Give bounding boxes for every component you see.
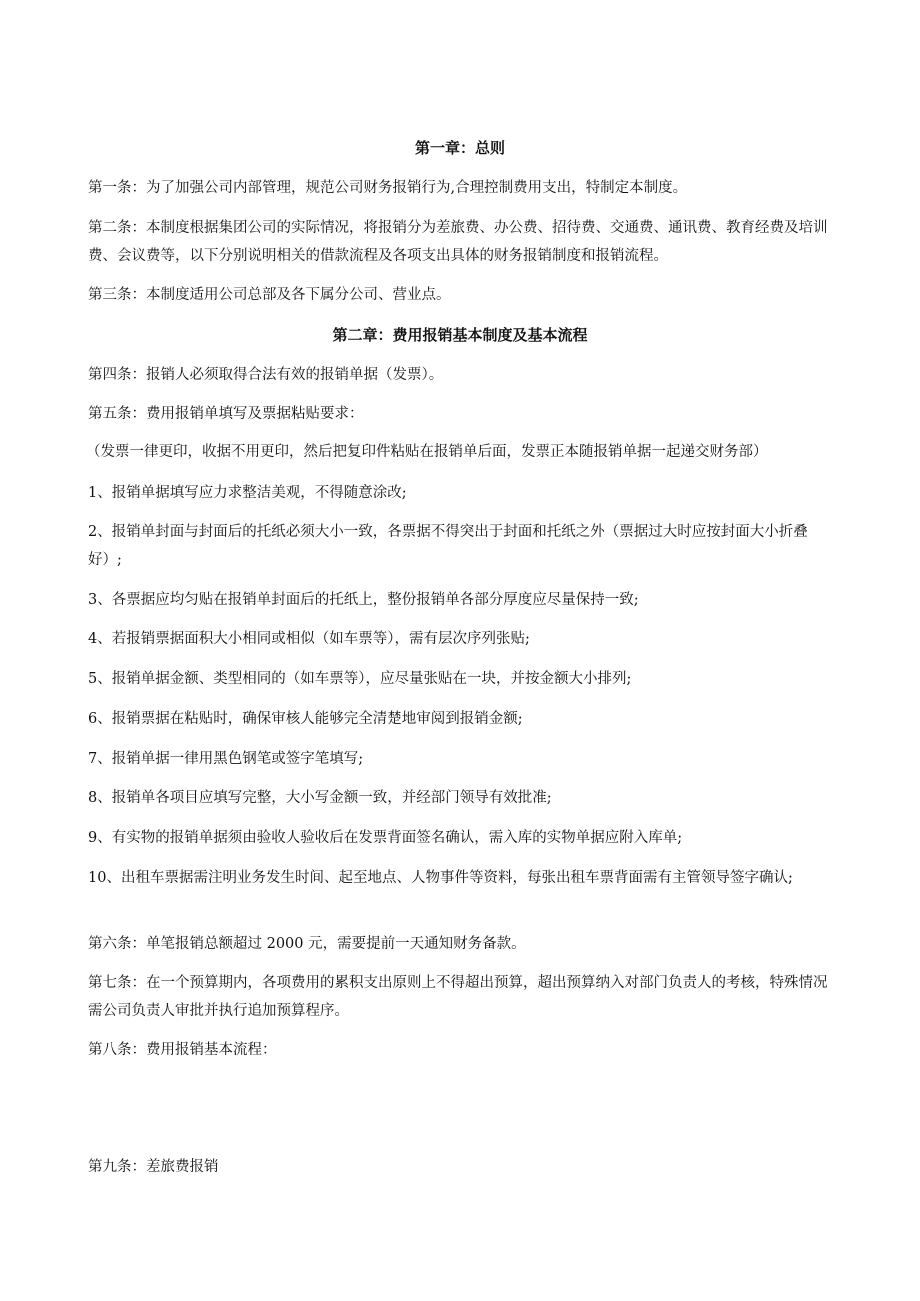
article-3: 第三条：本制度适用公司总部及各下属分公司、营业点。 xyxy=(88,287,451,303)
article-4: 第四条：报销人必须取得合法有效的报销单据（发票）。 xyxy=(88,367,444,383)
list-item-9: 9、有实物的报销单据须由验收人验收后在发票背面签名确认，需入库的实物单据应附入库单; xyxy=(88,830,683,846)
list-item-10: 10、出租车票据需注明业务发生时间、起至地点、人物事件等资料，每张出租车票背面需有主管领导签字确认; xyxy=(88,870,793,886)
list-item-6: 6、报销票据在粘贴时，确保审核人能够完全清楚地审阅到报销金额; xyxy=(88,711,523,727)
list-item-2: 2、报销单封面与封面后的托纸必须大小一致，各票据不得突出于封面和托纸之外（票据过大时应按封面大小折叠好）; xyxy=(88,524,808,568)
article-6: 第六条：单笔报销总额超过 2000 元，需要提前一天通知财务备款。 xyxy=(88,936,526,952)
list-item-5: 5、报销单据金额、类型相同的（如车票等），应尽量张贴在一块，并按金额大小排列; xyxy=(88,671,632,687)
article-5: 第五条：费用报销单填写及票据粘贴要求： xyxy=(88,406,364,422)
list-item-8: 8、报销单各项目应填写完整，大小写金额一致，并经部门领导有效批准; xyxy=(88,790,552,806)
list-item-3: 3、各票据应均匀贴在报销单封面后的托纸上，整份报销单各部分厚度应尽量保持一致; xyxy=(88,592,639,608)
list-item-4: 4、若报销票据面积大小相同或相似（如车票等），需有层次序列张贴; xyxy=(88,631,530,647)
list-item-1: 1、报销单据填写应力求整洁美观，不得随意涂改; xyxy=(88,485,407,501)
article-9: 第九条：差旅费报销 xyxy=(88,1159,219,1175)
article-1: 第一条：为了加强公司内部管理，规范公司财务报销行为,合理控制费用支出，特制定本制度。 xyxy=(88,180,688,196)
article-5-note: （发票一律更印，收据不用更印，然后把复印件粘贴在报销单后面，发票正本随报销单据一起递交财务部） xyxy=(86,444,768,460)
chapter1-title: 第一章：总则 xyxy=(414,139,505,157)
list-item-7: 7、报销单据一律用黑色钢笔或签字笔填写; xyxy=(88,751,364,767)
article-8: 第八条：费用报销基本流程： xyxy=(88,1042,277,1058)
article-2: 第二条：本制度根据集团公司的实际情况，将报销分为差旅费、办公费、招待费、交通费、通讯费、教育经费及培训费、会议费等，以下分别说明相关的借款流程及各项支出具体的财务报销制度和报销流程。 xyxy=(88,220,828,264)
chapter2-title: 第二章：费用报销基本制度及基本流程 xyxy=(332,326,588,344)
article-7: 第七条：在一个预算期内，各项费用的累积支出原则上不得超出预算，超出预算纳入对部门负责人的考核，特殊情况需公司负责人审批并执行追加预算程序。 xyxy=(88,975,828,1019)
